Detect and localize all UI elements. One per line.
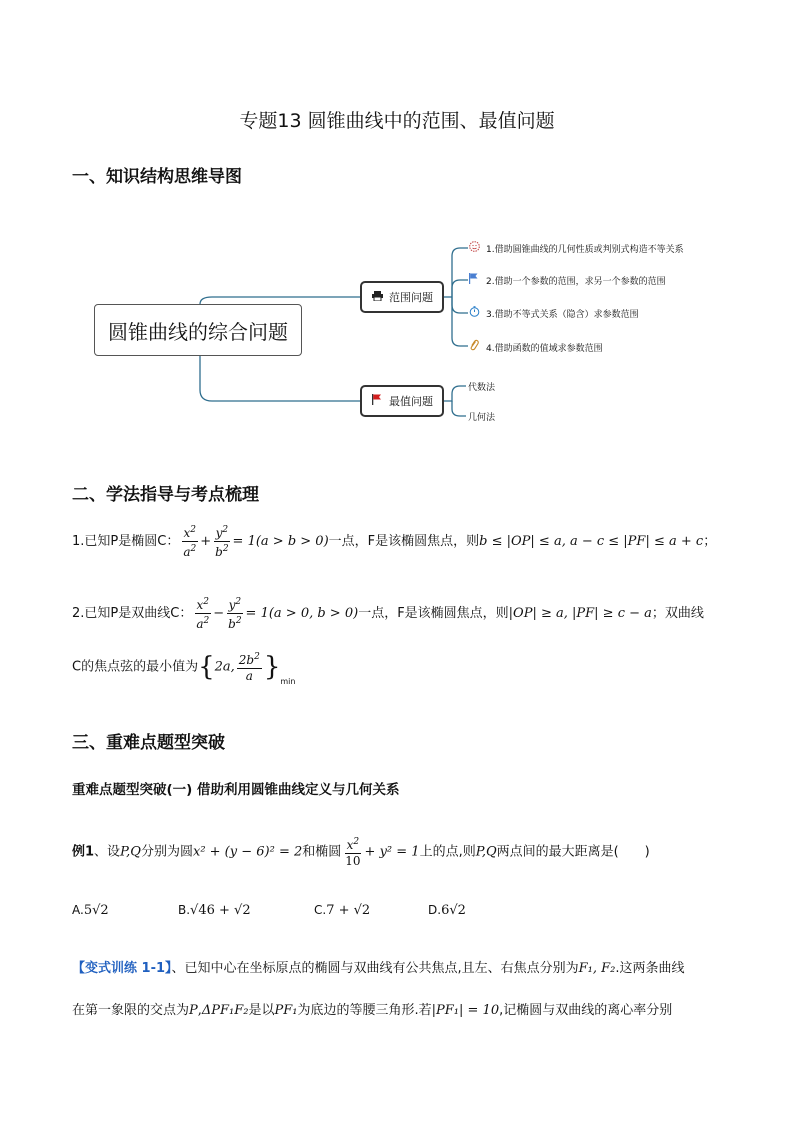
page-title: 专题13 圆锥曲线中的范围、最值问题	[239, 110, 555, 132]
item-1-inequality: b ≤ |OP| ≤ a, a − c ≤ |PF| ≤ a + c	[479, 534, 704, 549]
example-1	[72, 835, 650, 869]
item-2-line2-prefix: C的焦点弦的最小值为	[72, 659, 199, 675]
item-2-end: ；双曲线	[651, 606, 704, 621]
variant-line-1	[72, 958, 685, 980]
connector-branch2	[200, 356, 360, 401]
option-c-label: C.	[314, 903, 327, 917]
mind-map-leaf-2	[468, 273, 666, 287]
connector-leaf4	[452, 297, 468, 346]
variant-text-2d: ,记椭圆与双曲线的离心率分别	[499, 1003, 673, 1018]
item-2-eq-tail: = 1(a > 0, b > 0)	[245, 606, 359, 621]
printer-icon	[371, 291, 383, 304]
connector-leaf1	[452, 248, 468, 297]
fraction-y2-b2: $\frac{y^2}{b^2}$	[228, 597, 242, 631]
item-1: 1.已知P是椭圆C： $\frac{x^2}{a^2}$ + $\frac{y^2}{b^2}$ = 1(a > b > 0)一点，F是该椭圆焦点，则b ≤ |OP| ≤ a, a − c ≤ |PF| ≤ a + c；	[72, 525, 717, 559]
option-b-label: B.	[178, 903, 191, 917]
connector-leaf6	[452, 401, 466, 416]
flag-icon	[468, 273, 480, 287]
variant-text-1: 、已知中心在坐标原点的椭圆与双曲线有公共焦点,且左、右焦点分别为	[171, 961, 579, 976]
connector-leaf3	[452, 297, 468, 313]
min-subscript: min	[280, 677, 296, 687]
variant-p: P	[189, 1003, 198, 1018]
item-2-inequality: |OP| ≥ a, |PF| ≥ c − a	[508, 606, 652, 621]
option-b[interactable]	[178, 903, 251, 918]
option-c-value: 7 + √2	[326, 903, 371, 918]
variant-pf1: PF₁	[274, 1003, 298, 1018]
fraction-2b2-a: $\frac{2b^2}{a}$	[238, 652, 260, 683]
variant-condition: |PF₁| = 10	[431, 1003, 500, 1018]
connector-branch1	[200, 297, 360, 304]
section-heading-2: 二、学法指导与考点梳理	[72, 485, 259, 505]
example-1-circle: x² + (y − 6)² = 2	[192, 844, 303, 860]
flag-icon	[371, 394, 383, 408]
example-1-label: 例1	[72, 844, 95, 860]
mind-map-node-extremum	[360, 385, 444, 417]
item-2: 2.已知P是双曲线C： $\frac{x^2}{a^2}$ − $\frac{y^2}{b^2}$ = 1(a > 0, b > 0)一点，F是该椭圆焦点，则|OP| ≥ a, |PF| ≥ c − a；双曲线	[72, 597, 704, 631]
min-value-a: 2a,	[214, 659, 235, 675]
example-1-text2: 分别为圆	[140, 844, 193, 860]
section-heading-3: 三、重难点题型突破	[72, 733, 225, 753]
mind-map-leaf-2-text: 2.借助一个参数的范围，求另一个参数的范围	[486, 277, 666, 287]
variant-triangle: ΔPF₁F₂	[201, 1003, 249, 1018]
variant-text-1-end: .这两条曲线	[615, 961, 685, 976]
item-2-prefix: 2.已知P是双曲线C：	[72, 606, 193, 621]
mind-map-leaf-1	[468, 241, 684, 255]
variant-tag: 【变式训练 1-1】	[72, 961, 172, 976]
option-a[interactable]	[72, 903, 109, 918]
connector-leaf2	[452, 280, 468, 297]
mind-map-leaf-3	[468, 306, 639, 320]
variant-foci: F₁, F₂	[578, 961, 616, 976]
option-d-value: 6√2	[441, 903, 466, 918]
paperclip-icon	[468, 339, 480, 354]
option-a-value: 5√2	[83, 903, 109, 918]
item-1-prefix: 1.已知P是椭圆C：	[72, 534, 180, 549]
item-1-mid: 一点，F是该椭圆焦点，则	[328, 534, 480, 549]
fraction-x2-a2: $\frac{x^2}{a^2}$	[183, 525, 197, 559]
mind-map-root: 圆锥曲线的综合问题	[94, 304, 302, 356]
example-1-text4: 上的点,则	[419, 844, 476, 860]
option-d[interactable]	[428, 903, 466, 918]
item-2-line-2: C的焦点弦的最小值为{2a, $\frac{2b^2}{a}$ }$_{min}$	[72, 652, 296, 687]
connector-leaf5	[444, 386, 466, 401]
variant-text-2a: 在第一象限的交点为	[72, 1003, 190, 1018]
example-1-text3: 和椭圆	[302, 844, 342, 860]
mind-map-leaf-5: 代数法	[468, 383, 496, 393]
variant-line-2: 在第一象限的交点为P,ΔPF₁F₂是以PF₁为底边的等腰三角形.若|PF₁| = 10,记椭圆与双曲线的离心率分别	[72, 1003, 673, 1018]
mind-map-leaf-1-text: 1.借助圆锥曲线的几何性质或判别式构造不等关系	[486, 245, 684, 255]
section-heading-1: 一、知识结构思维导图	[72, 167, 242, 187]
item-1-eq-tail: = 1(a > b > 0)	[232, 534, 329, 549]
mind-map-node-range	[360, 281, 444, 313]
mind-map-leaf-4	[468, 339, 603, 354]
mind-map-leaf-3-text: 3.借助不等式关系（隐含）求参数范围	[486, 310, 639, 320]
example-1-ellipse-tail: + y² = 1	[364, 844, 420, 860]
option-d-label: D.	[428, 903, 442, 917]
mind-map-leaf-4-text: 4.借助函数的值域求参数范围	[486, 344, 603, 354]
example-1-pq-2: P,Q	[475, 844, 497, 860]
smiley-icon	[468, 241, 480, 255]
option-b-value: √46 + √2	[190, 903, 251, 918]
option-c[interactable]	[314, 903, 370, 918]
mind-map-leaf-6: 几何法	[468, 413, 496, 423]
timer-icon	[468, 306, 480, 320]
variant-text-2c: 为底边的等腰三角形.若	[297, 1003, 432, 1018]
example-1-pq: P,Q	[120, 844, 141, 860]
sub-heading: 重难点题型突破(一) 借助利用圆锥曲线定义与几何关系	[72, 782, 400, 798]
example-1-text1: 、设	[94, 844, 121, 860]
option-a-label: A.	[72, 903, 84, 917]
fraction-y2-b2: $\frac{y^2}{b^2}$	[215, 525, 229, 559]
mind-map-node-extremum-label: 最值问题	[389, 395, 433, 408]
fraction-x2-a2: $\frac{x^2}{a^2}$	[196, 597, 210, 631]
variant-text-2b: 是以	[248, 1003, 275, 1018]
mind-map-node-range-label: 范围问题	[389, 291, 433, 304]
item-2-mid: 一点，F是该椭圆焦点，则	[358, 606, 509, 621]
example-1-text5: 两点间的最大距离是( )	[496, 844, 650, 860]
fraction-x2-10: $\frac{x^2}{10}$	[345, 837, 361, 868]
item-1-end: ；	[703, 534, 717, 549]
